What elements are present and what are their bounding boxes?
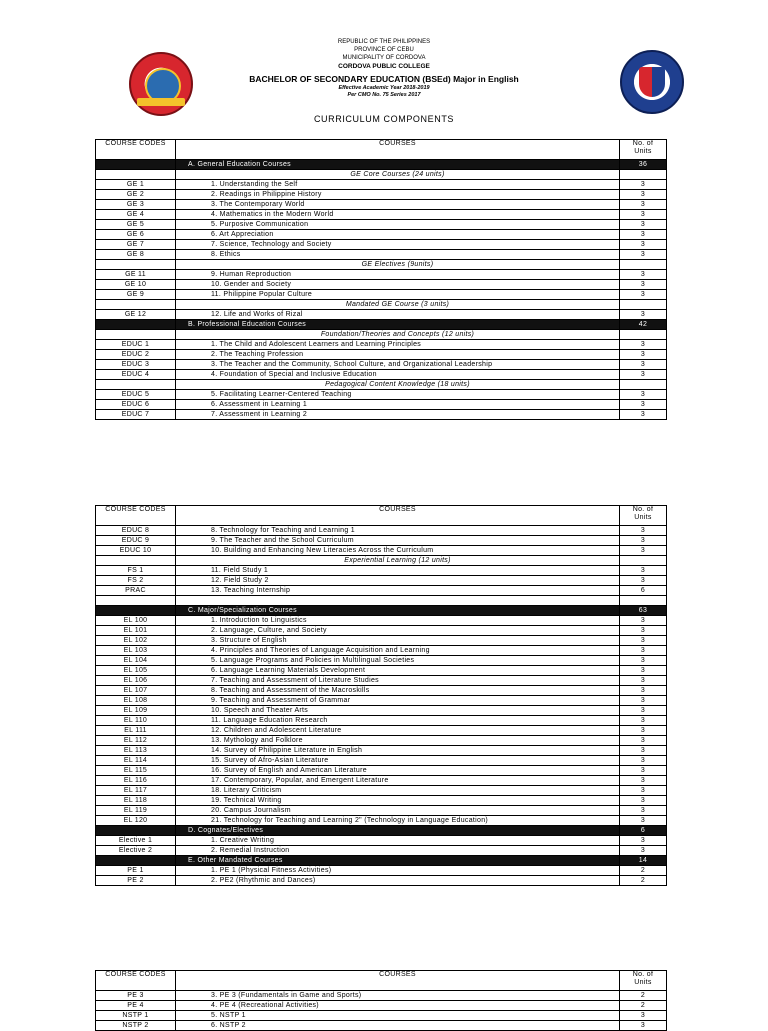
course-title-cell: 19. Technical Writing bbox=[176, 796, 620, 806]
table-row bbox=[96, 1021, 667, 1031]
table-row bbox=[96, 756, 667, 766]
course-title-cell: 11. Field Study 1 bbox=[176, 566, 620, 576]
table-header-row bbox=[96, 140, 667, 160]
course-code-cell: EDUC 4 bbox=[96, 370, 176, 380]
header-college-name: CORDOVA PUBLIC COLLEGE bbox=[338, 63, 430, 70]
course-title-cell: 8. Teaching and Assessment of the Macroskills bbox=[176, 686, 620, 696]
units-cell: 2 bbox=[620, 1001, 667, 1011]
course-code-cell: GE 1 bbox=[96, 180, 176, 190]
units-cell: 36 bbox=[620, 160, 667, 170]
curriculum-table-2 bbox=[95, 505, 667, 886]
course-code-cell: EL 100 bbox=[96, 616, 176, 626]
units-cell: 3 bbox=[620, 656, 667, 666]
course-title-cell: 1. Introduction to Linguistics bbox=[176, 616, 620, 626]
table-row bbox=[96, 350, 667, 360]
course-code-cell: GE 4 bbox=[96, 210, 176, 220]
course-title-cell: 10. Speech and Theater Arts bbox=[176, 706, 620, 716]
column-header-codes: COURSE CODES bbox=[96, 971, 176, 991]
course-title-cell: 4. Mathematics in the Modern World bbox=[176, 210, 620, 220]
course-title-cell: 15. Survey of Afro-Asian Literature bbox=[176, 756, 620, 766]
units-cell: 3 bbox=[620, 706, 667, 716]
units-header-line2: Units bbox=[634, 979, 652, 986]
document-header bbox=[0, 38, 768, 124]
table-row bbox=[96, 526, 667, 536]
course-title-cell: 13. Teaching Internship bbox=[176, 586, 620, 596]
course-title-cell: 3. The Teacher and the Community, School Culture, and Organizational Leadership bbox=[176, 360, 620, 370]
course-code-cell: GE 8 bbox=[96, 250, 176, 260]
table-row bbox=[96, 1001, 667, 1011]
course-code-cell: EDUC 2 bbox=[96, 350, 176, 360]
course-title-cell: 10. Gender and Society bbox=[176, 280, 620, 290]
units-cell: 3 bbox=[620, 526, 667, 536]
course-title-cell: 4. Principles and Theories of Language Acquisition and Learning bbox=[176, 646, 620, 656]
units-cell: 3 bbox=[620, 626, 667, 636]
course-title-cell: Pedagogical Content Knowledge (18 units) bbox=[176, 380, 620, 390]
course-title-cell: 5. NSTP 1 bbox=[176, 1011, 620, 1021]
effective-year: Effective Academic Year 2018-2019 bbox=[338, 85, 430, 91]
course-title-cell: 1. Understanding the Self bbox=[176, 180, 620, 190]
course-code-cell: PE 2 bbox=[96, 876, 176, 886]
course-code-cell bbox=[96, 826, 176, 836]
course-title-cell: 6. NSTP 2 bbox=[176, 1021, 620, 1031]
course-code-cell bbox=[96, 606, 176, 616]
table-row bbox=[96, 390, 667, 400]
units-cell: 3 bbox=[620, 546, 667, 556]
table-header-row bbox=[96, 506, 667, 526]
units-cell: 3 bbox=[620, 806, 667, 816]
table-row bbox=[96, 816, 667, 826]
course-code-cell: EL 101 bbox=[96, 626, 176, 636]
header-republic: REPUBLIC OF THE PHILIPPINES bbox=[337, 39, 431, 45]
units-cell bbox=[620, 380, 667, 390]
table-row bbox=[96, 706, 667, 716]
table-row bbox=[96, 806, 667, 816]
course-code-cell bbox=[96, 380, 176, 390]
course-title-cell: 13. Mythology and Folklore bbox=[176, 736, 620, 746]
course-title-cell: 7. Assessment in Learning 2 bbox=[176, 410, 620, 420]
table-row bbox=[96, 776, 667, 786]
units-header-line1: No. of bbox=[632, 971, 654, 978]
course-title-cell: 9. The Teacher and the School Curriculum bbox=[176, 536, 620, 546]
table-row bbox=[96, 796, 667, 806]
units-cell: 42 bbox=[620, 320, 667, 330]
units-header-line1: No. of bbox=[632, 140, 654, 147]
category-row bbox=[96, 826, 667, 836]
table-row bbox=[96, 836, 667, 846]
course-title-cell: 6. Language Learning Materials Development bbox=[176, 666, 620, 676]
course-title-cell: D. Cognates/Electives bbox=[176, 826, 620, 836]
units-cell: 63 bbox=[620, 606, 667, 616]
units-cell: 3 bbox=[620, 756, 667, 766]
units-cell bbox=[620, 300, 667, 310]
course-code-cell: EL 119 bbox=[96, 806, 176, 816]
units-cell: 3 bbox=[620, 400, 667, 410]
course-code-cell: FS 1 bbox=[96, 566, 176, 576]
units-cell: 3 bbox=[620, 776, 667, 786]
course-title-cell: 18. Literary Criticism bbox=[176, 786, 620, 796]
units-cell bbox=[620, 556, 667, 566]
course-code-cell: EL 106 bbox=[96, 676, 176, 686]
program-title: BACHELOR OF SECONDARY EDUCATION (BSEd) Major in English bbox=[249, 74, 519, 84]
course-title-cell: 21. Technology for Teaching and Learning 2" (Technology in Language Education) bbox=[176, 816, 620, 826]
course-code-cell: GE 11 bbox=[96, 270, 176, 280]
course-title-cell: 12. Children and Adolescent Literature bbox=[176, 726, 620, 736]
course-title-cell: C. Major/Specialization Courses bbox=[176, 606, 620, 616]
units-cell: 3 bbox=[620, 836, 667, 846]
course-code-cell: NSTP 2 bbox=[96, 1021, 176, 1031]
table-row bbox=[96, 310, 667, 320]
column-header-courses: COURSES bbox=[176, 140, 620, 160]
course-title-cell: 2. Language, Culture, and Society bbox=[176, 626, 620, 636]
course-title-cell: 17. Contemporary, Popular, and Emergent Literature bbox=[176, 776, 620, 786]
course-title-cell: 3. The Contemporary World bbox=[176, 200, 620, 210]
units-cell: 3 bbox=[620, 190, 667, 200]
subcategory-row bbox=[96, 556, 667, 566]
units-cell: 3 bbox=[620, 816, 667, 826]
course-title-cell: 9. Teaching and Assessment of Grammar bbox=[176, 696, 620, 706]
course-code-cell: EDUC 7 bbox=[96, 410, 176, 420]
subcategory-row bbox=[96, 330, 667, 340]
course-code-cell: GE 6 bbox=[96, 230, 176, 240]
course-title-cell: 10. Building and Enhancing New Literacies Across the Curriculum bbox=[176, 546, 620, 556]
course-code-cell: GE 5 bbox=[96, 220, 176, 230]
table-row bbox=[96, 686, 667, 696]
units-cell: 3 bbox=[620, 410, 667, 420]
course-title-cell: 14. Survey of Philippine Literature in English bbox=[176, 746, 620, 756]
units-cell: 3 bbox=[620, 786, 667, 796]
table-row bbox=[96, 220, 667, 230]
category-row bbox=[96, 606, 667, 616]
course-code-cell bbox=[96, 596, 176, 606]
table-row bbox=[96, 410, 667, 420]
table-row bbox=[96, 616, 667, 626]
course-title-cell: 12. Field Study 2 bbox=[176, 576, 620, 586]
course-code-cell: EL 107 bbox=[96, 686, 176, 696]
units-cell: 3 bbox=[620, 340, 667, 350]
units-cell: 6 bbox=[620, 586, 667, 596]
units-cell: 3 bbox=[620, 1011, 667, 1021]
table-row bbox=[96, 360, 667, 370]
course-code-cell: Elective 1 bbox=[96, 836, 176, 846]
units-cell bbox=[620, 596, 667, 606]
course-code-cell bbox=[96, 170, 176, 180]
course-code-cell: EDUC 8 bbox=[96, 526, 176, 536]
table-row bbox=[96, 876, 667, 886]
course-code-cell: PRAC bbox=[96, 586, 176, 596]
column-header-units bbox=[620, 971, 667, 991]
course-code-cell: Elective 2 bbox=[96, 846, 176, 856]
course-code-cell: EDUC 5 bbox=[96, 390, 176, 400]
table-row bbox=[96, 240, 667, 250]
units-cell: 3 bbox=[620, 736, 667, 746]
units-cell: 3 bbox=[620, 370, 667, 380]
course-title-cell: 7. Teaching and Assessment of Literature Studies bbox=[176, 676, 620, 686]
course-title-cell: 6. Art Appreciation bbox=[176, 230, 620, 240]
course-title-cell: 6. Assessment in Learning 1 bbox=[176, 400, 620, 410]
course-code-cell: NSTP 1 bbox=[96, 1011, 176, 1021]
curriculum-table-1 bbox=[95, 139, 667, 420]
table-row bbox=[96, 546, 667, 556]
units-header-line2: Units bbox=[634, 514, 652, 521]
course-code-cell: GE 2 bbox=[96, 190, 176, 200]
table-row bbox=[96, 736, 667, 746]
course-code-cell: PE 4 bbox=[96, 1001, 176, 1011]
course-title-cell: 7. Science, Technology and Society bbox=[176, 240, 620, 250]
units-cell: 3 bbox=[620, 310, 667, 320]
units-cell: 3 bbox=[620, 796, 667, 806]
units-cell: 3 bbox=[620, 270, 667, 280]
course-title-cell: 3. PE 3 (Fundamentals in Game and Sports) bbox=[176, 991, 620, 1001]
course-code-cell bbox=[96, 556, 176, 566]
units-cell: 3 bbox=[620, 210, 667, 220]
column-header-units bbox=[620, 506, 667, 526]
course-title-cell: 2. The Teaching Profession bbox=[176, 350, 620, 360]
course-title-cell: 5. Purposive Communication bbox=[176, 220, 620, 230]
course-title-cell: 1. The Child and Adolescent Learners and Learning Principles bbox=[176, 340, 620, 350]
course-code-cell: GE 10 bbox=[96, 280, 176, 290]
units-cell: 3 bbox=[620, 360, 667, 370]
course-code-cell: EL 114 bbox=[96, 756, 176, 766]
table-row bbox=[96, 586, 667, 596]
units-cell: 3 bbox=[620, 390, 667, 400]
table-row bbox=[96, 270, 667, 280]
units-cell: 3 bbox=[620, 1021, 667, 1031]
course-code-cell: FS 2 bbox=[96, 576, 176, 586]
course-code-cell: EL 115 bbox=[96, 766, 176, 776]
table-row bbox=[96, 786, 667, 796]
table-row bbox=[96, 991, 667, 1001]
course-code-cell: EL 110 bbox=[96, 716, 176, 726]
category-row bbox=[96, 320, 667, 330]
table-row bbox=[96, 666, 667, 676]
course-code-cell bbox=[96, 330, 176, 340]
course-code-cell: GE 3 bbox=[96, 200, 176, 210]
column-header-codes: COURSE CODES bbox=[96, 140, 176, 160]
units-cell: 2 bbox=[620, 876, 667, 886]
units-cell: 3 bbox=[620, 350, 667, 360]
table-row bbox=[96, 280, 667, 290]
table-row bbox=[96, 190, 667, 200]
cmo-reference: Per CMO No. 75 Series 2017 bbox=[347, 92, 421, 98]
table-row bbox=[96, 200, 667, 210]
course-title-cell: 16. Survey of English and American Literature bbox=[176, 766, 620, 776]
table-row bbox=[96, 210, 667, 220]
course-title-cell: 5. Facilitating Learner-Centered Teaching bbox=[176, 390, 620, 400]
table-row bbox=[96, 626, 667, 636]
course-title-cell: 2. Remedial Instruction bbox=[176, 846, 620, 856]
course-title-cell bbox=[176, 596, 620, 606]
course-code-cell: PE 3 bbox=[96, 991, 176, 1001]
units-cell: 3 bbox=[620, 716, 667, 726]
table-row bbox=[96, 596, 667, 606]
units-cell: 3 bbox=[620, 536, 667, 546]
column-header-courses: COURSES bbox=[176, 506, 620, 526]
table-row bbox=[96, 400, 667, 410]
units-cell: 3 bbox=[620, 666, 667, 676]
section-title: CURRICULUM COMPONENTS bbox=[313, 114, 455, 124]
table-row bbox=[96, 340, 667, 350]
column-header-courses: COURSES bbox=[176, 971, 620, 991]
course-title-cell: 8. Ethics bbox=[176, 250, 620, 260]
units-cell: 14 bbox=[620, 856, 667, 866]
table-row bbox=[96, 370, 667, 380]
units-cell: 3 bbox=[620, 290, 667, 300]
course-code-cell: EDUC 3 bbox=[96, 360, 176, 370]
units-cell: 3 bbox=[620, 280, 667, 290]
course-code-cell bbox=[96, 300, 176, 310]
units-cell: 3 bbox=[620, 746, 667, 756]
units-cell: 2 bbox=[620, 991, 667, 1001]
course-title-cell: 1. PE 1 (Physical Fitness Activities) bbox=[176, 866, 620, 876]
course-code-cell bbox=[96, 856, 176, 866]
course-title-cell: 2. Readings in Philippine History bbox=[176, 190, 620, 200]
table-row bbox=[96, 656, 667, 666]
column-header-codes: COURSE CODES bbox=[96, 506, 176, 526]
column-header-units bbox=[620, 140, 667, 160]
course-title-cell: 5. Language Programs and Policies in Multilingual Societies bbox=[176, 656, 620, 666]
course-code-cell: EL 116 bbox=[96, 776, 176, 786]
table-row bbox=[96, 230, 667, 240]
units-cell: 3 bbox=[620, 686, 667, 696]
table-row bbox=[96, 746, 667, 756]
units-cell bbox=[620, 260, 667, 270]
course-title-cell: B. Professional Education Courses bbox=[176, 320, 620, 330]
table-row bbox=[96, 636, 667, 646]
units-header-line2: Units bbox=[634, 148, 652, 155]
course-code-cell: EDUC 1 bbox=[96, 340, 176, 350]
course-code-cell: EL 108 bbox=[96, 696, 176, 706]
course-code-cell: EDUC 6 bbox=[96, 400, 176, 410]
course-code-cell: EL 105 bbox=[96, 666, 176, 676]
course-title-cell: 3. Structure of English bbox=[176, 636, 620, 646]
course-code-cell: EDUC 10 bbox=[96, 546, 176, 556]
course-title-cell: 11. Language Education Research bbox=[176, 716, 620, 726]
table-row bbox=[96, 726, 667, 736]
course-title-cell: 1. Creative Writing bbox=[176, 836, 620, 846]
course-title-cell: E. Other Mandated Courses bbox=[176, 856, 620, 866]
table-row bbox=[96, 766, 667, 776]
course-code-cell: EL 109 bbox=[96, 706, 176, 716]
category-row bbox=[96, 160, 667, 170]
course-title-cell: 2. PE2 (Rhythmic and Dances) bbox=[176, 876, 620, 886]
course-title-cell: 12. Life and Works of Rizal bbox=[176, 310, 620, 320]
course-code-cell: EL 111 bbox=[96, 726, 176, 736]
table-row bbox=[96, 180, 667, 190]
course-code-cell: EL 113 bbox=[96, 746, 176, 756]
subcategory-row bbox=[96, 260, 667, 270]
subcategory-row bbox=[96, 380, 667, 390]
course-code-cell: EL 112 bbox=[96, 736, 176, 746]
course-code-cell: EL 120 bbox=[96, 816, 176, 826]
course-title-cell: A. General Education Courses bbox=[176, 160, 620, 170]
course-title-cell: Mandated GE Course (3 units) bbox=[176, 300, 620, 310]
units-cell: 3 bbox=[620, 766, 667, 776]
category-row bbox=[96, 856, 667, 866]
course-title-cell: Foundation/Theories and Concepts (12 units) bbox=[176, 330, 620, 340]
subcategory-row bbox=[96, 300, 667, 310]
course-title-cell: GE Electives (9units) bbox=[176, 260, 620, 270]
course-code-cell: GE 9 bbox=[96, 290, 176, 300]
units-cell: 3 bbox=[620, 250, 667, 260]
course-code-cell bbox=[96, 260, 176, 270]
course-code-cell: EDUC 9 bbox=[96, 536, 176, 546]
subcategory-row bbox=[96, 170, 667, 180]
course-code-cell bbox=[96, 320, 176, 330]
table-row bbox=[96, 696, 667, 706]
units-cell: 3 bbox=[620, 636, 667, 646]
table-header-row bbox=[96, 971, 667, 991]
units-cell: 3 bbox=[620, 616, 667, 626]
table-row bbox=[96, 576, 667, 586]
table-row bbox=[96, 716, 667, 726]
units-cell: 2 bbox=[620, 866, 667, 876]
units-header-line1: No. of bbox=[632, 506, 654, 513]
table-row bbox=[96, 646, 667, 656]
course-code-cell: EL 103 bbox=[96, 646, 176, 656]
units-cell: 3 bbox=[620, 240, 667, 250]
units-cell: 3 bbox=[620, 566, 667, 576]
course-title-cell: 4. PE 4 (Recreational Activities) bbox=[176, 1001, 620, 1011]
curriculum-table-3 bbox=[95, 970, 667, 1031]
units-cell: 6 bbox=[620, 826, 667, 836]
course-code-cell: GE 12 bbox=[96, 310, 176, 320]
course-code-cell: GE 7 bbox=[96, 240, 176, 250]
course-title-cell: 8. Technology for Teaching and Learning 1 bbox=[176, 526, 620, 536]
course-code-cell: EL 117 bbox=[96, 786, 176, 796]
course-code-cell: EL 104 bbox=[96, 656, 176, 666]
units-cell: 3 bbox=[620, 676, 667, 686]
units-cell: 3 bbox=[620, 726, 667, 736]
course-title-cell: GE Core Courses (24 units) bbox=[176, 170, 620, 180]
course-title-cell: 20. Campus Journalism bbox=[176, 806, 620, 816]
table-row bbox=[96, 846, 667, 856]
course-code-cell: EL 102 bbox=[96, 636, 176, 646]
table-row bbox=[96, 290, 667, 300]
units-cell: 3 bbox=[620, 200, 667, 210]
course-code-cell bbox=[96, 160, 176, 170]
course-title-cell: Experiential Learning (12 units) bbox=[176, 556, 620, 566]
course-title-cell: 9. Human Reproduction bbox=[176, 270, 620, 280]
course-code-cell: PE 1 bbox=[96, 866, 176, 876]
units-cell: 3 bbox=[620, 696, 667, 706]
table-row bbox=[96, 1011, 667, 1021]
units-cell: 3 bbox=[620, 180, 667, 190]
units-cell bbox=[620, 170, 667, 180]
units-cell: 3 bbox=[620, 230, 667, 240]
table-row bbox=[96, 250, 667, 260]
table-row bbox=[96, 676, 667, 686]
course-title-cell: 11. Philippine Popular Culture bbox=[176, 290, 620, 300]
units-cell bbox=[620, 330, 667, 340]
course-code-cell: EL 118 bbox=[96, 796, 176, 806]
table-row bbox=[96, 566, 667, 576]
units-cell: 3 bbox=[620, 576, 667, 586]
units-cell: 3 bbox=[620, 646, 667, 656]
table-row bbox=[96, 866, 667, 876]
header-province: PROVINCE OF CEBU bbox=[354, 47, 414, 53]
units-cell: 3 bbox=[620, 846, 667, 856]
header-municipality: MUNICIPALITY OF CORDOVA bbox=[342, 55, 426, 61]
units-cell: 3 bbox=[620, 220, 667, 230]
table-row bbox=[96, 536, 667, 546]
course-title-cell: 4. Foundation of Special and Inclusive Education bbox=[176, 370, 620, 380]
